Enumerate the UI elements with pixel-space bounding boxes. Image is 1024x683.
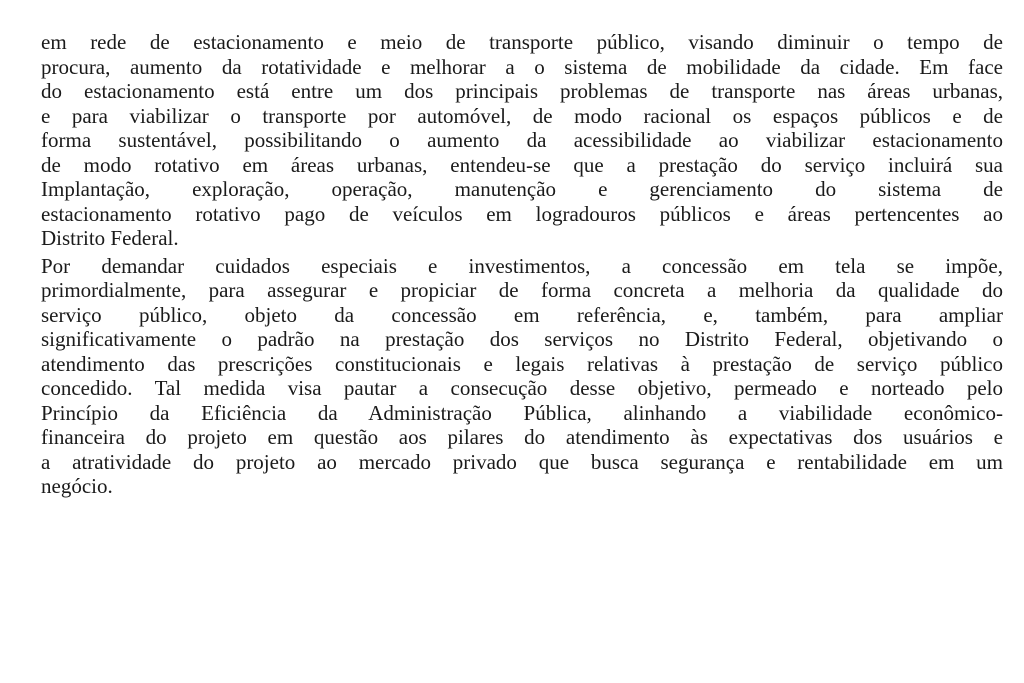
document-page <box>41 30 1003 499</box>
text-line: estacionamento rotativo pago de veículos em logradouros públicos e áreas pertencentes ao <box>41 201 1003 226</box>
text-line: concedido. Tal medida visa pautar a consecução desse objetivo, permeado e norteado pelo <box>41 376 1003 400</box>
text-line: do estacionamento está entre um dos principais problemas de transporte nas áreas urbanas, <box>41 79 1003 103</box>
text-line: significativamente o padrão na prestação dos serviços no Distrito Federal, objetivando o <box>41 327 1003 351</box>
text-line: e para viabilizar o transporte por automóvel, de modo racional os espaços públicos e de <box>41 103 1003 128</box>
paragraph-2 <box>41 254 1003 499</box>
text-line: Implantação, exploração, operação, manutenção e gerenciamento do sistema de <box>41 177 1003 201</box>
text-line: forma sustentável, possibilitando o aumento da acessibilidade ao viabilizar estacionamento <box>41 128 1003 152</box>
text-line: Por demandar cuidados especiais e investimentos, a concessão em tela se impõe, <box>41 253 1003 278</box>
text-line: procura, aumento da rotatividade e melhorar a o sistema de mobilidade da cidade. Em face <box>41 54 1003 79</box>
text-line: financeira do projeto em questão aos pilares do atendimento às expectativas dos usuários e <box>41 425 1003 449</box>
text-line: serviço público, objeto da concessão em referência, e, também, para ampliar <box>41 302 1003 327</box>
text-line: em rede de estacionamento e meio de transporte público, visando diminuir o tempo de <box>41 30 1003 54</box>
text-line: Princípio da Eficiência da Administração Pública, alinhando a viabilidade econômico- <box>41 400 1003 425</box>
text-line: Distrito Federal. <box>41 226 179 250</box>
paragraph-1 <box>41 30 1003 251</box>
text-line: primordialmente, para assegurar e propiciar de forma concreta a melhoria da qualidade do <box>41 278 1003 302</box>
text-line: negócio. <box>41 474 113 498</box>
text-line: de modo rotativo em áreas urbanas, entendeu-se que a prestação do serviço incluirá sua <box>41 152 1003 177</box>
text-line: a atratividade do projeto ao mercado privado que busca segurança e rentabilidade em um <box>41 449 1003 474</box>
text-line: atendimento das prescrições constitucionais e legais relativas à prestação de serviço público <box>41 351 1003 376</box>
